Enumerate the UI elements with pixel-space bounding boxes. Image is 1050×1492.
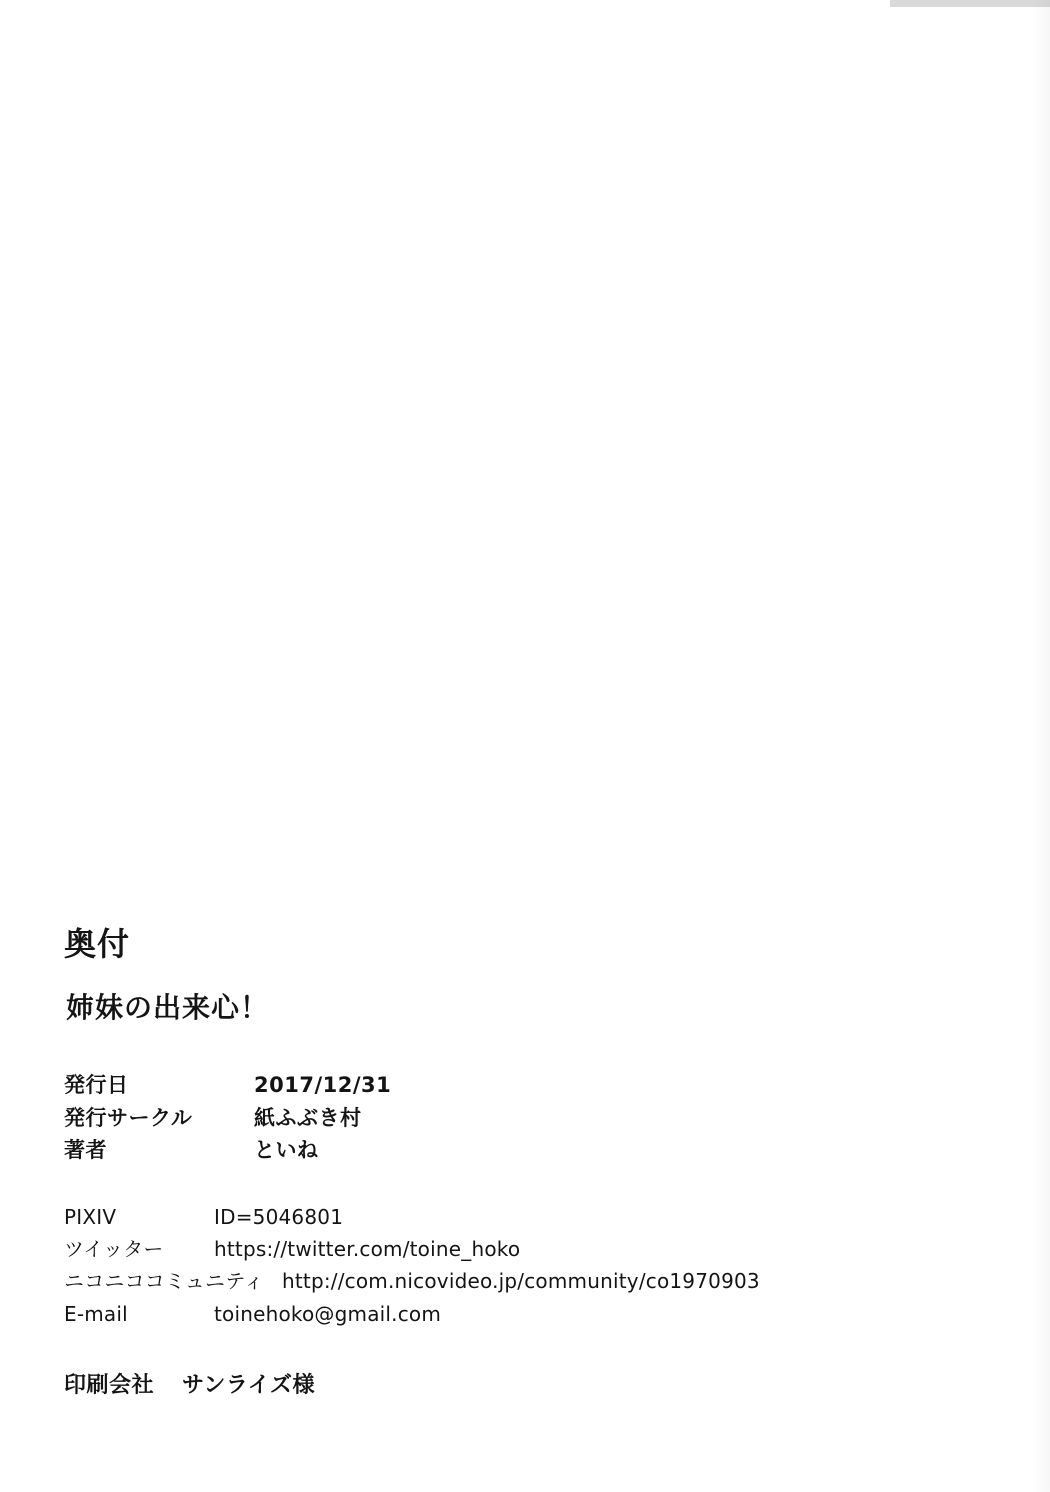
- list-item: [64, 1265, 1004, 1297]
- meta-label-author: 著者: [64, 1138, 107, 1163]
- list-item: [64, 1201, 1004, 1233]
- link-value-pixiv: ID=5046801: [214, 1204, 344, 1229]
- page-gutter-shadow: [1032, 0, 1050, 1492]
- colophon-section: [64, 925, 1004, 1399]
- meta-value-publication-date: 2017/12/31: [254, 1072, 392, 1097]
- contact-links-list: [64, 1201, 1004, 1331]
- link-value-twitter[interactable]: https://twitter.com/toine_hoko: [214, 1237, 521, 1262]
- link-value-email[interactable]: toinehoko@gmail.com: [214, 1301, 442, 1326]
- link-label-email: E-mail: [64, 1301, 128, 1326]
- link-label-niconico-community: ニコニココミュニティ: [64, 1269, 264, 1294]
- printer-row: [64, 1368, 1004, 1399]
- link-label-pixiv: PIXIV: [64, 1204, 117, 1229]
- link-value-niconico-community[interactable]: http://com.nicovideo.jp/community/co1970903: [282, 1269, 760, 1294]
- printer-value: サンライズ様: [182, 1373, 316, 1399]
- meta-value-circle: 紙ふぶき村: [254, 1105, 362, 1130]
- meta-row: [64, 1069, 1004, 1102]
- work-title: 姉妹の出来心！: [66, 991, 270, 1025]
- meta-value-author: といね: [254, 1138, 319, 1163]
- publication-meta-list: [64, 1069, 1004, 1167]
- link-label-twitter: ツイッター: [64, 1237, 164, 1262]
- scan-top-edge: [890, 0, 1050, 7]
- meta-label-circle: 発行サークル: [64, 1105, 193, 1130]
- meta-row: [64, 1102, 1004, 1135]
- meta-label-publication-date: 発行日: [64, 1072, 129, 1097]
- list-item: [64, 1233, 1004, 1265]
- printer-label: 印刷会社: [64, 1373, 155, 1399]
- list-item: [64, 1298, 1004, 1330]
- meta-row: [64, 1134, 1004, 1167]
- colophon-heading: 奥付: [64, 925, 131, 963]
